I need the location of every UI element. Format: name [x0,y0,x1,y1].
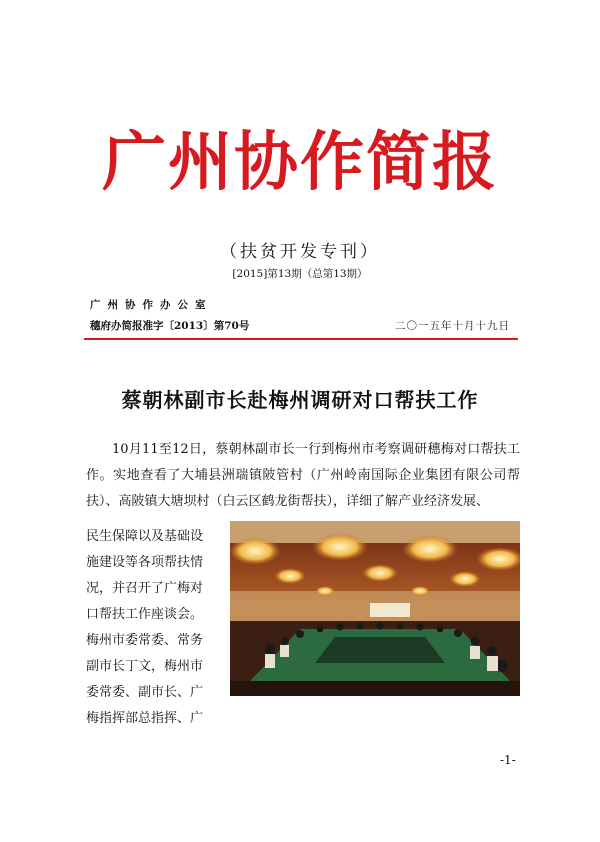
special-issue-subtitle: （扶贫开发专刊） [220,242,380,262]
text-line: 施建设等各项帮扶情 [86,555,204,570]
issue-number: [2015]第13期（总第13期） [232,268,368,280]
article-headline: 蔡朝林副市长赴梅州调研对口帮扶工作 [121,388,479,412]
masthead-title: 广州协作简报 [102,126,498,200]
issuing-office: 广州协作办公室 [90,299,213,311]
publish-date: 二〇一五年十月十九日 [395,320,510,332]
text-line: 民生保障以及基础设 [86,529,204,544]
header-divider [84,338,518,340]
text-line: 况，并召开了广梅对 [86,581,204,596]
article-paragraph: 10月11至12日，蔡朝林副市长一行到梅州市考察调研穗梅对口帮扶工作。实地查看了大埔县洲瑞镇陂管村（广州岭南国际企业集团有限公司帮扶）、高陂镇大塘坝村（白云区鹤龙街帮扶），详细了解产业经济发展、 [86,442,520,509]
text-line: 梅指挥部总指挥、广 [86,711,204,726]
text-line: 委常委、副市长、广 [86,685,204,700]
page-number: -1- [500,753,516,767]
text-line: 副市长丁文，梅州市 [86,659,204,674]
text-line: 口帮扶工作座谈会。 [86,607,204,622]
meeting-photo-icon [230,521,520,696]
meeting-photo [230,521,520,696]
article-side-text [86,524,220,732]
text-line: 梅州市委常委、常务 [86,633,204,648]
registration-number: 穗府办简报准字〔2013〕第70号 [90,320,250,332]
